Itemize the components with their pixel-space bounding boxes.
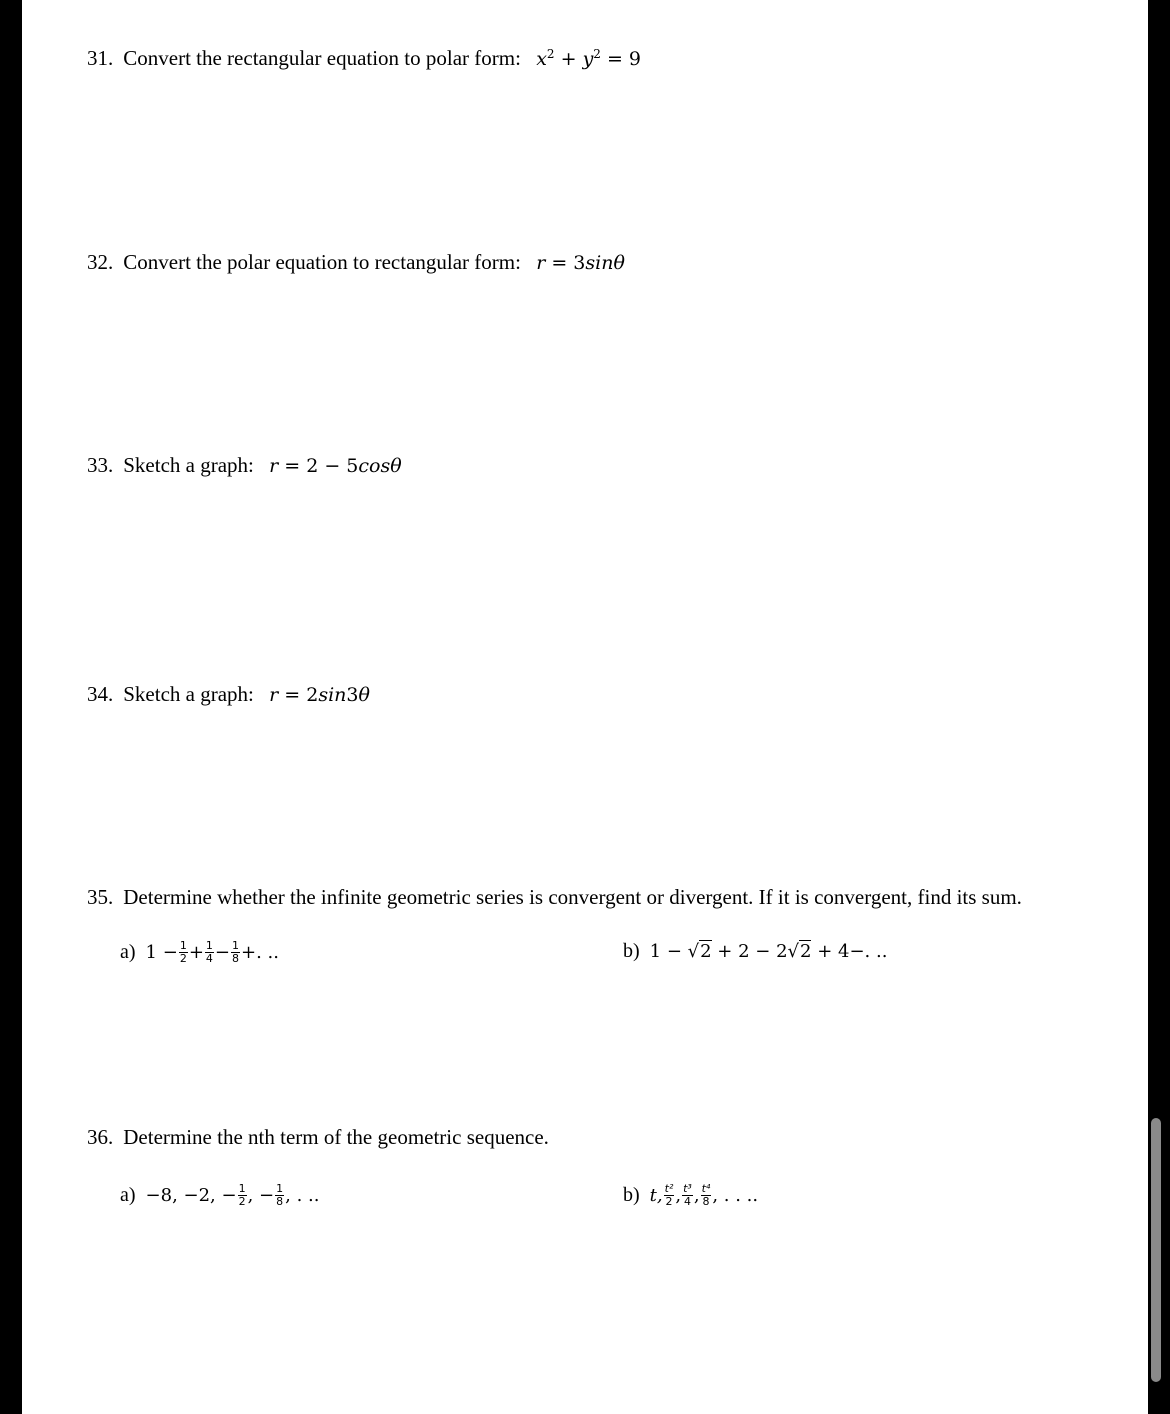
problem-number: 31.	[87, 46, 114, 70]
problem-text: Convert the rectangular equation to polar form:	[123, 46, 521, 70]
problem-32	[87, 250, 625, 275]
problem-number: 33.	[87, 453, 114, 477]
problem-35-part-b: b) 1 − √2 + 2 − 2√2 + 4−. ..	[623, 940, 888, 962]
problem-31	[87, 46, 641, 71]
sequence-expression: t, $\frac{\text{t²}}{2}$ , $\frac{\text{t³}}{4}$ , $\frac{\text{t⁴}}{8}$ , . . ..	[649, 1182, 759, 1208]
problem-text: Convert the polar equation to rectangular form:	[123, 250, 521, 274]
problem-text: Sketch a graph:	[123, 453, 254, 477]
problem-36-part-b: b) t, $\frac{\text{t²}}{2}$ , $\frac{\text{t³}}{4}$ , $\frac{\text{t⁴}}{8}$ , . . ..	[623, 1182, 759, 1208]
problem-35-part-a: a) 1 − $\frac{1}{2}$ + $\frac{1}{4}$ − $\frac{1}{8}$ +. ..	[120, 939, 279, 965]
equation: r = 2 − 5cosθ	[269, 455, 402, 477]
problem-text: Determine whether the infinite geometric series is convergent or divergent. If it is convergent, find its sum.	[123, 885, 1022, 909]
problem-text: Determine the nth term of the geometric sequence.	[123, 1125, 549, 1149]
equation: r = 2sin3θ	[269, 684, 370, 706]
sequence-expression: −8, −2, − $\frac{1}{2}$ , − $\frac{1}{8}$ , . ..	[145, 1182, 320, 1208]
problem-number: 36.	[87, 1125, 114, 1149]
problem-text: Sketch a graph:	[123, 682, 254, 706]
vertical-scrollbar[interactable]	[1151, 1118, 1161, 1382]
problem-36-part-a: a) −8, −2, − $\frac{1}{2}$ , − $\frac{1}{8}$ , . ..	[120, 1182, 320, 1208]
worksheet-page	[22, 0, 1148, 1414]
problem-number: 35.	[87, 885, 114, 909]
problem-number: 34.	[87, 682, 114, 706]
series-expression: 1 − √2 + 2 − 2√2 + 4−. ..	[649, 941, 888, 962]
problem-33	[87, 453, 402, 478]
problem-35	[87, 885, 1022, 910]
problem-34	[87, 682, 370, 707]
problem-number: 32.	[87, 250, 114, 274]
equation: $x^2 + y^2 = 9$	[536, 47, 642, 70]
series-expression: 1 − $\frac{1}{2}$ + $\frac{1}{4}$ − $\frac{1}{8}$ +. ..	[145, 939, 279, 965]
problem-36	[87, 1125, 549, 1150]
equation: r = 3sinθ	[536, 252, 625, 274]
